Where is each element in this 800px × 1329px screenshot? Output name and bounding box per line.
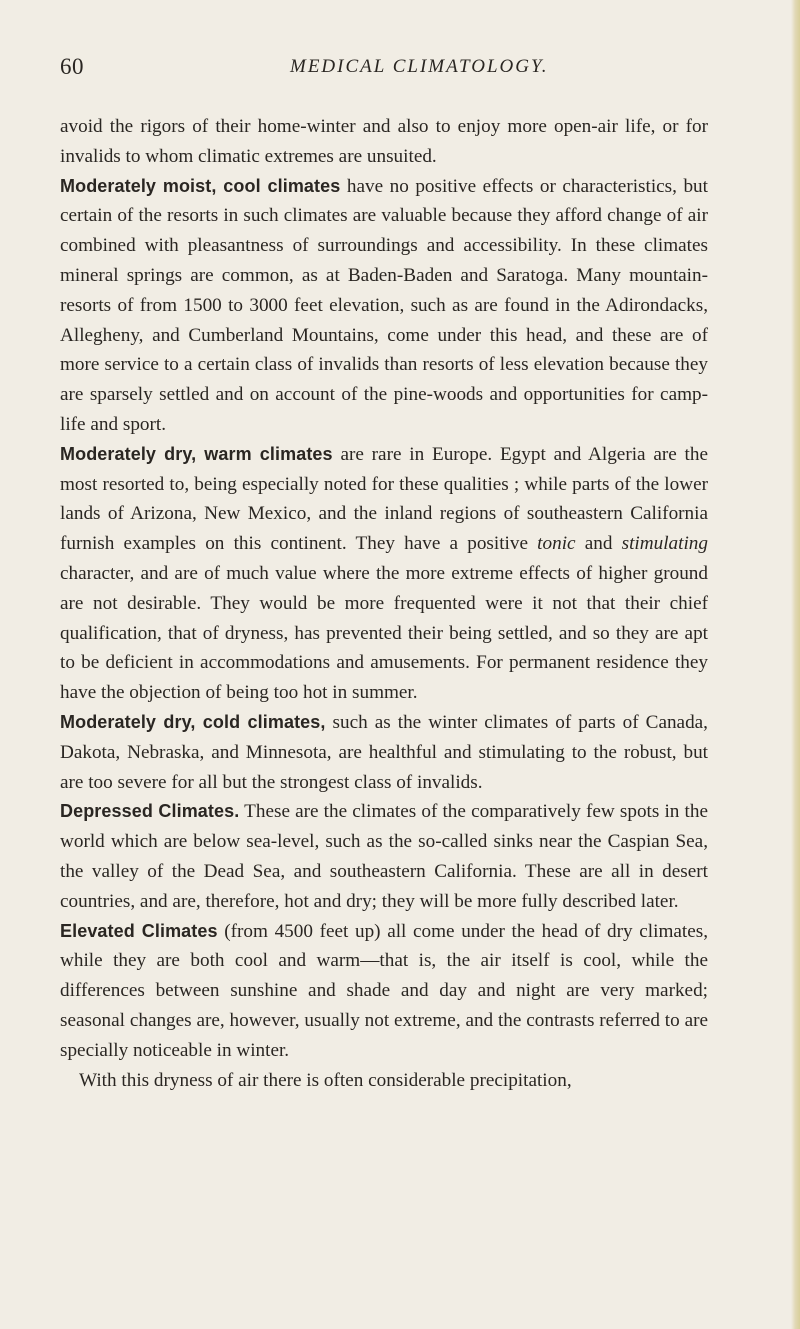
- italic-term-tonic: tonic: [537, 533, 576, 555]
- paragraph-text: (from 4500 feet up) all come under the head of dry climates, while they are both cool and warm—that is, the air itself is cool, while the differences between sunshine and shade and day and night are very marked; seasonal changes are, however, usually not extreme, and the contrasts referred to are specially noticeable in winter.: [60, 920, 709, 1061]
- paragraph-lead: Moderately moist, cool climates: [60, 175, 341, 196]
- paragraph-lead: Moderately dry, cold climates,: [60, 711, 326, 732]
- paragraph-text: are rare in Europe. Egypt and Algeria are the most resorted to, being especially noted for these qualities ; while parts of the lower lands of Arizona, New Mexico, and the inland regions of southeastern California furnish examples on this continent. They have a positive: [60, 443, 708, 555]
- paragraph-text: These are the climates of the comparatively few spots in the world which are below sea-level, such as the so-called sinks near the Caspian Sea, the valley of the Dead Sea, and southeastern California. These are all in desert countries, and are, therefore, hot and dry; they will be more fully described later.: [60, 801, 708, 912]
- paragraph-continuation: [60, 112, 708, 172]
- paragraph-text: With this dryness of air there is often considerable precipitation,: [79, 1069, 572, 1091]
- paragraph-lead: Depressed Climates.: [60, 801, 240, 822]
- running-title: MEDICAL CLIMATOLOGY.: [290, 56, 549, 77]
- paragraph-elevated: [60, 917, 708, 1066]
- paragraph-depressed: [60, 797, 708, 916]
- paragraph-dry-warm: [60, 440, 708, 708]
- paragraph-text: avoid the rigors of their home-winter and also to enjoy more open-air life, or for invalids to whom climatic extremes are unsuited.: [60, 116, 708, 167]
- italic-term-stimulating: stimulating: [621, 533, 708, 555]
- paragraph-moist-cool: [60, 172, 708, 440]
- page-number: 60: [60, 54, 84, 79]
- paragraph-lead: Moderately dry, warm climates: [60, 443, 333, 464]
- paragraph-dry-cold: [60, 708, 708, 797]
- paragraph-text: and: [575, 533, 622, 555]
- body-text: [60, 112, 708, 1095]
- paragraph-text: have no positive effects or characteristics, but certain of the resorts in such climates are valuable because they afford change of air combined with pleasantness of surroundings and accessibility. In these climates mineral springs are common, as at Baden-Baden and Saratoga. Many mountain-resorts of from 1500 to 3000 feet elevation, such as are found in the Adirondacks, Allegheny, and Cumberland Mountains, come under this head, and these are of more service to a certain class of invalids than resorts of less elevation because they are sparsely settled and on account of the pine-woods and opportunities for camp-life and sport.: [60, 175, 708, 435]
- paragraph-text: character, and are of much value where the more extreme effects of higher ground are not desirable. They would be more frequented were it not that their chief qualification, that of dryness, has prevented their being settled, and so they are apt to be deficient in accommodations and amusements. For permanent residence they have the objection of being too hot in summer.: [60, 562, 708, 704]
- paragraph-lead: Elevated Climates: [60, 920, 218, 941]
- page-edge: [791, 0, 800, 1329]
- paragraph-text: such as the winter climates of parts of Canada, Dakota, Nebraska, and Minnesota, are healthful and stimulating to the robust, but are too severe for all but the strongest class of invalids.: [60, 711, 708, 793]
- page-header: [58, 54, 708, 84]
- paragraph-dryness: [60, 1066, 708, 1096]
